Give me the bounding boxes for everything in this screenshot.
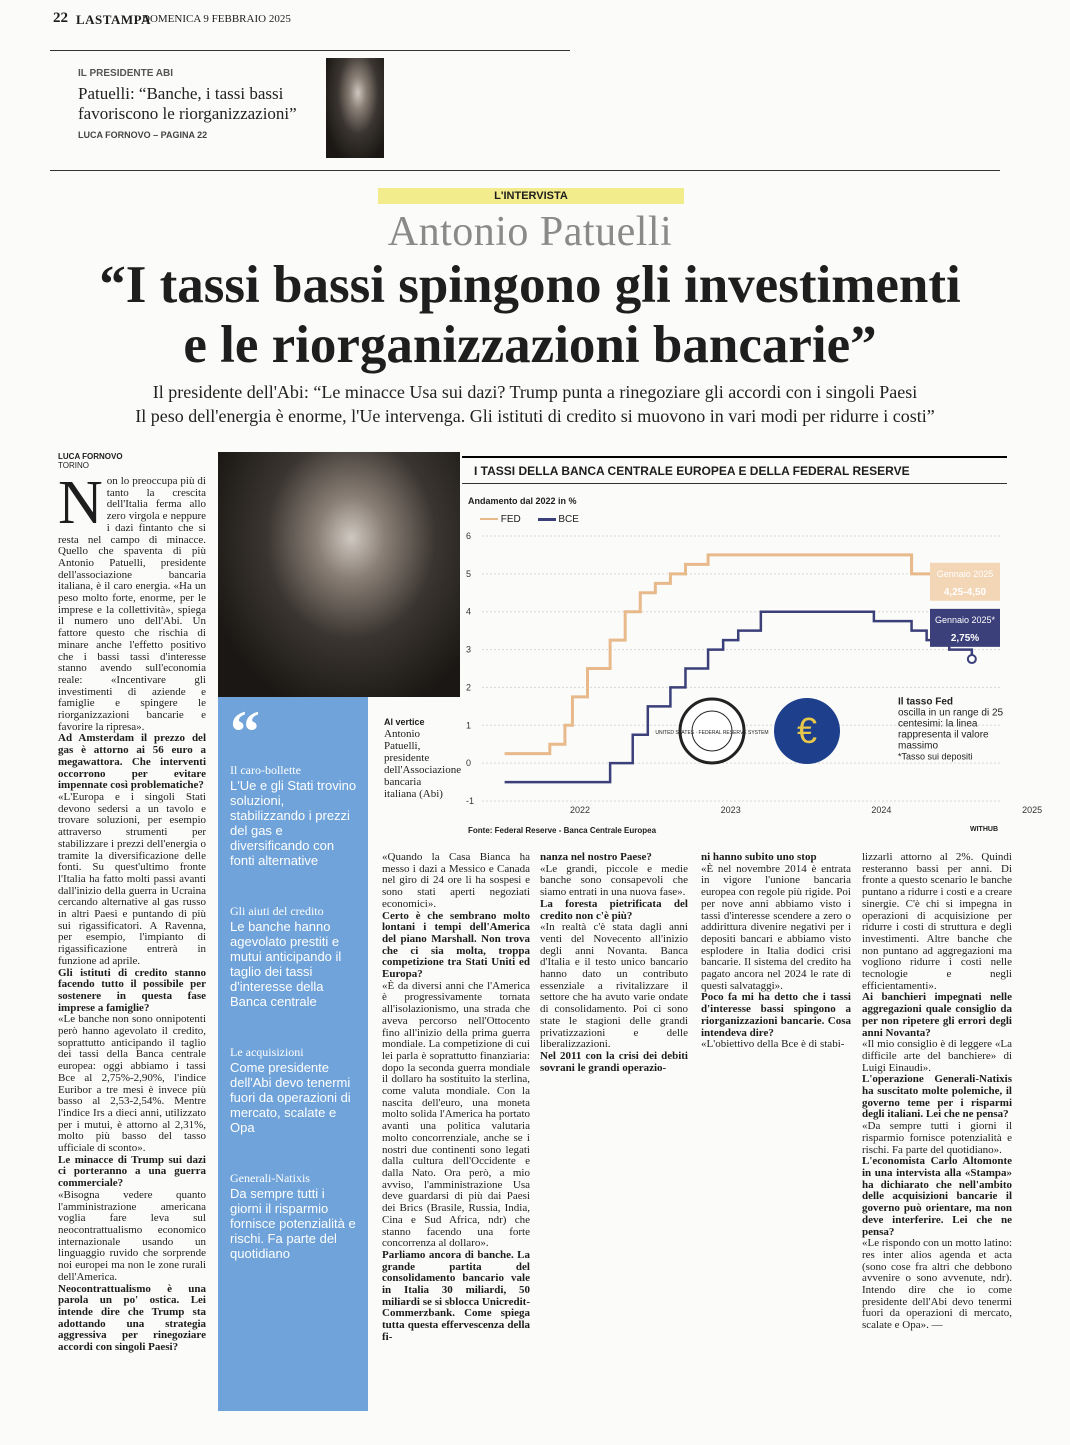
quote-box-text: L'Ue e gli Stati trovino soluzioni, stabilizzando i prezzi del gas e diversificando con fonti alternative (230, 778, 357, 868)
article-column-6 (862, 852, 1012, 1332)
answer-paragraph: «L'Europa e i singoli Stati devono sedersi a un tavolo e trovare soluzioni, per esempio attraverso strumenti per stabilizzare i prezzi dell'energia o tramite la diversificazione delle fonti. Su quest'ultimo fronte l'Italia ha fatto molti passi avanti dall'inizio della guerra in Ucraina cercando alternative al gas russo in altri Paesi e puntando di più sui rigassificatori. A Ravenna, per esempio, l'impianto di rigassificazione entrerà in funzione ad aprile. (58, 790, 206, 967)
answer-paragraph: «È da diversi anni che l'America è progressivamente tornata all'isolazionismo, una strada che aveva percorso nell'Ottocento fino all'inizio della prima guerra mondiale. La competizione di cui lei parla è soprattutto finanziaria: dopo la seconda guerra mondiale il dollaro ha sostituito la sterlina, come valuta mondiale. Con la nascita dell'euro, una moneta molto solida l'America ha portato avanti una politica valutaria molto concorrenziale, anche se i nostri due continenti sono legati dalla cultura dell'Occidente e dalla Nato. Ora però, a mio avviso, l'amministrazione Usa deve guardarsi di più dai Paesi dei Brics (Brasile, Russia, India, Cina e Sud Africa, ndr) che stanno facendo una forte concorrenza al dollaro». (382, 979, 530, 1250)
author-place: TORINO (58, 461, 89, 470)
subhead-line-1: Il presidente dell'Abi: “Le minacce Usa sui dazi? Trump punta a rinegoziare gli accordi con i singoli Paesi (152, 382, 918, 402)
chart-source: Fonte: Federal Reserve - Banca Centrale Europea (468, 826, 657, 835)
answer-paragraph: «È nel novembre 2014 è entrata in vigore l'unione bancaria europea con regole più rigide. Poi per nove anni abbiamo visto i tassi d'interesse scendere a zero o addirittura divenire negativi per i depositi bancari e abbiamo visto esplodere in Italia dodici crisi bancarie. Il sistema del credito ha pagato ancora nel 2024 le rate di questi salvataggi». (701, 862, 851, 992)
quote-box-text: Le banche hanno agevolato prestiti e mutui anticipando il taglio dei tassi d'interesse della Banca centrale (230, 919, 342, 1009)
teaser-rule (50, 170, 1000, 171)
chart-note-line: oscilla in un range di 25 (898, 707, 1004, 719)
legend-fed-label: FED (500, 514, 521, 525)
teaser-photo (326, 58, 384, 158)
section-label: L'INTERVISTA (378, 188, 684, 204)
legend-fed-swatch (480, 518, 498, 520)
answer-paragraph: «Le banche non sono onnipotenti però hanno agevolato il credito, soprattutto anticipando il taglio dei tassi della Banca centrale europea: oggi abbiamo i tassi Bce al 2,75%-2,90%, l'indice Euribor a tre mesi è invece più basso al 2,53-2,54%. Mentre l'indice Irs a dieci anni, utilizzato per i mutui, è attorno al 2,31%, molto più basso del tasso ufficiale di sconto». (58, 1013, 206, 1155)
chart-note-line: massimo (898, 740, 939, 752)
header-rule (50, 50, 570, 51)
quote-box (218, 697, 368, 1411)
fed-seal-text: UNITED STATES · FEDERAL RESERVE SYSTEM (655, 729, 769, 736)
page-number: 22 (53, 10, 68, 26)
article-column-5 (701, 852, 851, 1051)
quote-box-heading: Generali-Natixis (230, 1171, 310, 1185)
y-tick-label: 0 (466, 758, 472, 769)
question: Nel 2011 con la crisi dei debiti sovrani le grandi operazio- (540, 1049, 688, 1074)
legend-bce-swatch (538, 518, 556, 521)
photo-caption (384, 716, 462, 800)
headline-line-1: “I tassi bassi spingono gli investimenti (99, 256, 961, 314)
article-column-3 (382, 852, 530, 1344)
answer-paragraph: «Quando la Casa Bianca ha messo i dazi a Messico e Canada nel giro di 24 ore li ha sospesi e sono stati aperti negoziati economici». (382, 851, 530, 910)
chart-note-bold: Il tasso Fed (898, 696, 954, 708)
euro-symbol: € (796, 709, 818, 751)
rates-chart (462, 456, 1043, 836)
quote-box-heading: Le acquisizioni (230, 1045, 304, 1059)
y-tick-label: -1 (466, 796, 475, 806)
x-tick-label: 2023 (720, 805, 741, 815)
question: Ad Amsterdam il prezzo del gas è attorno ai 56 euro a megawattora. Che interventi occorrono per evitare impennate così problematiche? (58, 732, 206, 792)
dropcap: N (58, 469, 103, 537)
y-tick-label: 2 (466, 682, 472, 693)
y-tick-label: 3 (466, 644, 472, 655)
fed-annotation-label: Gennaio 2025 (936, 568, 994, 579)
answer-paragraph: «Le rispondo con un motto latino: res inter alios agenda et acta (sono cose fra altri che debbono avvenire o sono avvenute, ndr). Intendo dire che io come presidente dell'Abi devo tenermi fuori da operazioni di mercato, scalate e Opa». — (862, 1237, 1013, 1332)
header-date: DOMENICA 9 FEBBRAIO 2025 (142, 13, 291, 25)
legend (480, 514, 579, 525)
subhead-line-2: Il peso dell'energia è enorme, l'Ue intervenga. Gli istituti di credito si muovono in vari modi per ridurre i costi” (135, 406, 935, 426)
bce-annotation-value: 2,75% (950, 632, 980, 644)
fed-annotation-value: 4,25-4,50 (943, 586, 987, 598)
y-tick-label: 4 (466, 606, 472, 617)
teaser[interactable] (78, 68, 318, 140)
quote-box-text: Da sempre tutti i giorni il risparmio fornisce potenzialità e rischi. Fa parte del quotidiano (230, 1186, 356, 1261)
y-tick-label: 5 (466, 568, 472, 579)
portrait-photo (218, 452, 460, 697)
question: Ai banchieri impegnati nelle aggregazioni quale consiglio da per non ripetere gli errori degli anni Novanta? (862, 991, 1012, 1039)
answer-paragraph: lizzarli attorno al 2%. Quindi resteranno bassi per anni. Di fronte a questo scenario le banche puntano a ridurre i costi e a creare sinergie. C'è chi si impegna in operazioni di acquisizione per ridurre i costi di struttura e degli investimenti. Altre banche che non puntano ad aggregazioni ma vogliono ridurre i costi nelle tecnologie e negli efficientamenti». (862, 851, 1012, 992)
article-column-4 (540, 852, 688, 1074)
chart-plot (462, 526, 1043, 826)
headline-line-2: e le riorganizzazioni bancarie” (183, 316, 877, 374)
question: L'operazione Generali-Natixis ha suscitato molte polemiche, il governo teme per i risparmi degli italiani. Lei che ne pensa? (862, 1073, 1012, 1121)
question: nanza nel nostro Paese? (540, 851, 652, 863)
answer-paragraph: «Le grandi, piccole e medie banche sono consapevoli che siamo entrati in una nuova fase». (540, 862, 688, 899)
y-tick-label: 6 (466, 531, 472, 541)
chart-note-line: rappresenta il valore (898, 729, 989, 741)
teaser-title-1: Patuelli: “Banche, i tassi bassi (78, 84, 284, 103)
chart-subtitle: Andamento dal 2022 in % (468, 496, 577, 506)
caption-text: Antonio Patuelli, presidente dell'Associazione bancaria italiana (Abi) (384, 728, 462, 800)
question: L'economista Carlo Altomonte in una intervista alla «Stampa» ha dichiarato che nell'ambito delle acquisizioni bancarie il governo può orientare, ma non deve interferire. Lei che ne pensa? (862, 1155, 1012, 1238)
x-tick-label: 2025 (1022, 805, 1043, 815)
question: La foresta pietrificata del credito non c'è più? (540, 897, 688, 922)
author-byline: LUCA FORNOVO (58, 452, 123, 461)
answer-paragraph: «Il mio consiglio è di leggere «La difficile arte del banchiere» di Luigi Einaudi». (862, 1038, 1012, 1074)
answer-paragraph: «Bisogna vedere quanto l'amministrazione americana voglia fare leva sul neocontrattualismo economico internazionale usando un linguaggio ruvido che sorprende noi europei ma non le zone rurali dell'America. (58, 1188, 206, 1283)
question: Certo è che sembrano molto lontani i tempi dell'America del piano Marshall. Non trova che ci sia molta, troppa competizione tra Stati Uniti ed Europa? (382, 909, 530, 981)
caption-head: Al vertice (384, 717, 425, 727)
answer-paragraph: on lo preoccupa più di tanto la crescita dell'Italia ferma allo zero virgola e neppure i dazi fintanto che si resta nel campo di minacce. Quello che spaventa di più Antonio Patuelli, presidente dell'associazione bancaria italiana, è il caro energia. «Ha un peso molto forte, enorme, per le imprese e la collettività», spiega il numero uno dell'Abi. Un fattore questo che rischia di minare anche l'effetto positivo che i bassi tassi d'interesse stanno avendo sull'economia reale: «Incentivare gli investimenti di aziende e famiglie e spingere le riorganizzazioni bancarie e favorire la ripresa». (58, 475, 206, 733)
chart-top-rule (462, 456, 1007, 458)
chart-title: I TASSI DELLA BANCA CENTRALE EUROPEA E DELLA FEDERAL RESERVE (474, 464, 910, 478)
question: ni hanno subito uno stop (701, 851, 817, 863)
quote-box-heading: Il caro-bollette (230, 763, 301, 777)
chart-title-rule (462, 483, 1007, 484)
question: Poco fa mi ha detto che i tassi d'interesse bassi spingono a riorganizzazioni bancarie. Cosa intendeva dire? (701, 991, 851, 1039)
chart-note-line: centesimi: la linea (898, 718, 978, 730)
quote-mark-icon: “ (230, 699, 260, 765)
legend-bce-label: BCE (558, 514, 579, 525)
question: Gli istituti di credito stanno facendo tutto il possibile per sostenere in questa fase imprese a famiglie? (58, 966, 206, 1014)
answer-paragraph: «Da sempre tutti i giorni il risparmio fornisce potenzialità e rischi. Fa parte del quotidiano». (862, 1120, 1012, 1156)
bce-end-point (968, 655, 976, 663)
answer-paragraph: «In realtà c'è stata dagli anni venti del Novecento all'inizio degli anni Novanta. Banca d'Italia e il testo unico bancario hanno dato un contributo essenziale a rivitalizzare il settore che ha avuto varie ondate di consolidamento. Poi ci sono state le stagioni delle grandi privatizzazioni e delle liberalizzazioni. (540, 921, 688, 1051)
answer-paragraph: «L'obiettivo della Bce è di stabi- (701, 1038, 845, 1051)
teaser-kicker: IL PRESIDENTE ABI (78, 68, 174, 79)
brand-logo: LASTAMPA (76, 12, 152, 27)
quote-box-text: Come presidente dell'Abi devo tenermi fuori da operazioni di mercato, scalate e Opa (230, 1060, 351, 1135)
question: Parliamo ancora di banche. La grande partita del consolidamento bancario vale in Italia 30 miliardi, 50 miliardi se si sblocca Unicredit-Commerzbank. Come spiega tutta questa effervescenza della fi- (382, 1248, 530, 1343)
article-column-1 (58, 469, 206, 1354)
teaser-title-2: favoriscono le riorganizzazioni” (78, 104, 297, 123)
teaser-byline: LUCA FORNOVO – PAGINA 22 (78, 130, 208, 140)
chart-credit: WITHUB (970, 826, 998, 833)
x-tick-label: 2024 (871, 805, 892, 815)
y-tick-label: 1 (466, 720, 472, 731)
question: Le minacce di Trump sui dazi ci porteranno a una guerra commerciale? (58, 1153, 206, 1190)
chart-footnote: *Tasso sui depositi (898, 751, 973, 762)
quote-box-heading: Gli aiuti del credito (230, 904, 324, 918)
question: Neocontrattualismo è una parola un po' ostica. Lei intende dire che Trump sta adottando una strategia aggressiva per rinegoziare accordi con singoli Paesi? (58, 1282, 206, 1354)
interviewee-name: Antonio Patuelli (387, 209, 673, 255)
x-tick-label: 2022 (569, 805, 590, 815)
bce-annotation-label: Gennaio 2025* (934, 614, 996, 625)
